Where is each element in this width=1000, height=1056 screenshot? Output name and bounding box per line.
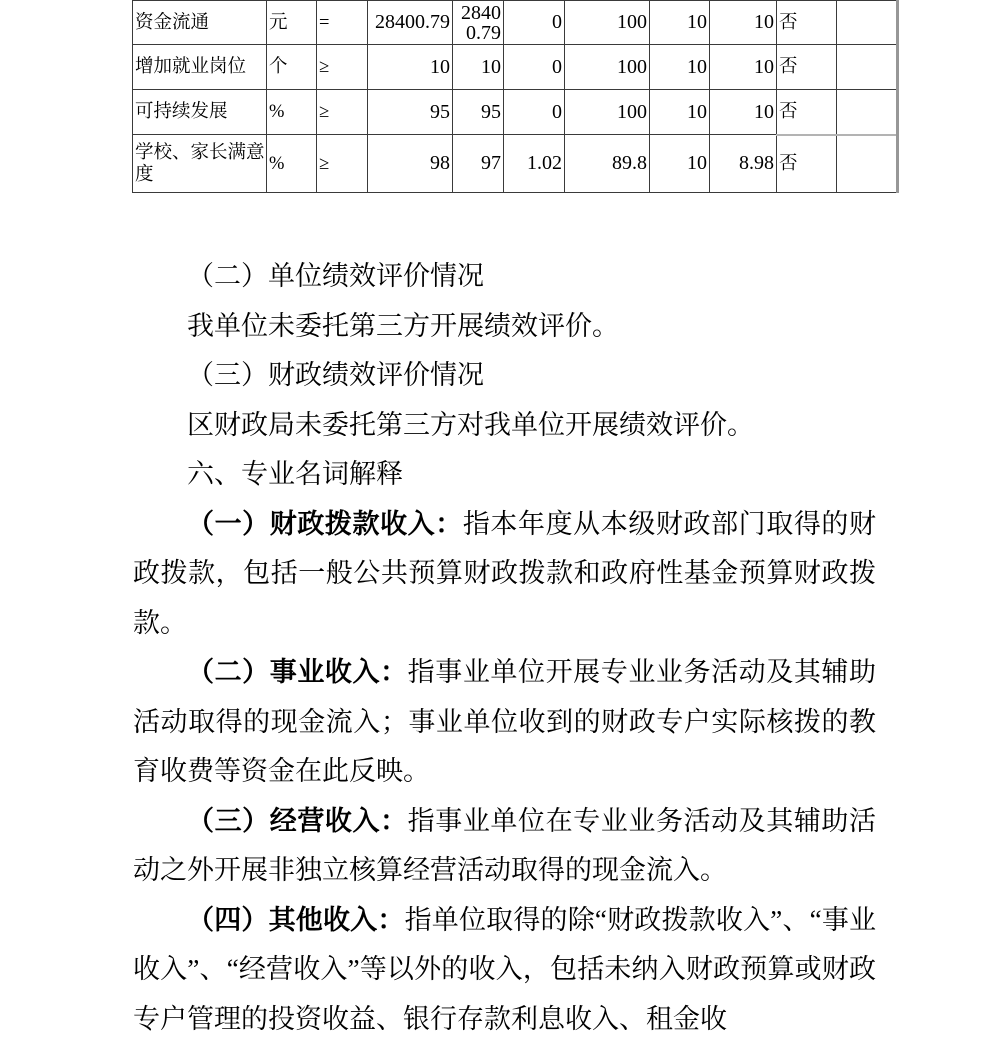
- cell-score: 10: [710, 90, 777, 135]
- cell-weight: 10: [650, 135, 710, 193]
- subsection-heading-fiscal-evaluation: （三）财政绩效评价情况: [187, 360, 484, 390]
- paragraph-fiscal-evaluation: 区财政局未委托第三方对我单位开展绩效评价。: [187, 409, 754, 440]
- cell-extra: [837, 135, 898, 193]
- section-heading-terminology: 六、专业名词解释: [187, 459, 403, 489]
- subsection-heading-unit-evaluation: （二）单位绩效评价情况: [187, 261, 484, 291]
- term-lead: （三）经营收入：: [187, 805, 408, 836]
- performance-indicator-table: [132, 0, 899, 193]
- indicator-row: [133, 135, 898, 193]
- cell-deviation: 0: [504, 90, 565, 135]
- cell-actual-value: 95: [453, 90, 504, 135]
- cell-completion-rate: 100: [565, 90, 650, 135]
- cell-indicator-name: 增加就业岗位: [133, 45, 267, 90]
- cell-operator: ≥: [317, 135, 368, 193]
- term-paragraph-institution-income: [133, 648, 876, 797]
- term-definition: 指单位取得的除“财政拨款收入”、“事业收入”、“经营收入”等以外的收入，包括未纳入财政预算或财政专户管理的投资收益、银行存款利息收入、租金收: [133, 904, 877, 1034]
- cell-flag: 否: [777, 90, 837, 135]
- cell-unit: %: [267, 90, 317, 135]
- cell-operator: =: [317, 1, 368, 45]
- cell-operator: ≥: [317, 45, 368, 90]
- cell-weight: 10: [650, 1, 710, 45]
- cell-indicator-name: 资金流通: [133, 1, 267, 45]
- cell-actual-value: 97: [453, 135, 504, 193]
- cell-score: 8.98: [710, 135, 777, 193]
- cell-target-value: 10: [368, 45, 453, 90]
- cell-extra: [837, 90, 898, 135]
- cell-score: 10: [710, 1, 777, 45]
- cell-weight: 10: [650, 90, 710, 135]
- cell-deviation: 0: [504, 1, 565, 45]
- term-lead: （四）其他收入：: [187, 904, 405, 935]
- paragraph-unit-evaluation: 我单位未委托第三方开展绩效评价。: [187, 310, 619, 341]
- cell-operator: ≥: [317, 90, 368, 135]
- term-lead: （二）事业收入：: [187, 657, 408, 687]
- cell-target-value: 98: [368, 135, 453, 193]
- cell-actual-value: 28400.79: [453, 1, 504, 45]
- cell-completion-rate: 100: [565, 1, 650, 45]
- cell-actual-value: 10: [453, 45, 504, 90]
- term-definition: 指本年度从本级财政部门取得的财政拨款，包括一般公共预算财政拨款和政府性基金预算财政拨款。: [133, 508, 877, 638]
- cell-completion-rate: 100: [565, 45, 650, 90]
- cell-score: 10: [710, 45, 777, 90]
- cell-indicator-name: 可持续发展: [133, 90, 267, 135]
- cell-completion-rate: 89.8: [565, 135, 650, 193]
- term-paragraph-operating-income: [133, 797, 876, 896]
- cell-deviation: 1.02: [504, 135, 565, 193]
- indicator-row: [133, 45, 898, 90]
- cell-deviation: 0: [504, 45, 565, 90]
- cell-flag: 否: [777, 45, 837, 90]
- cell-unit: 元: [267, 1, 317, 45]
- term-definition: 指事业单位在专业业务活动及其辅助活动之外开展非独立核算经营活动取得的现金流入。: [133, 805, 877, 885]
- term-lead: （一）财政拨款收入：: [187, 508, 463, 539]
- document-body: [133, 252, 876, 1044]
- indicator-row: [133, 1, 898, 45]
- term-paragraph-fiscal-appropriation-income: [133, 500, 876, 649]
- indicator-row: [133, 90, 898, 135]
- cell-target-value: 95: [368, 90, 453, 135]
- cell-extra: [837, 45, 898, 90]
- cell-extra: [837, 1, 898, 45]
- term-definition: 指事业单位开展专业业务活动及其辅助活动取得的现金流入；事业单位收到的财政专户实际核拨的教育收费等资金在此反映。: [133, 657, 877, 786]
- cell-flag: 否: [777, 1, 837, 45]
- cell-unit: %: [267, 135, 317, 193]
- cell-unit: 个: [267, 45, 317, 90]
- cell-flag: 否: [777, 135, 837, 193]
- cell-weight: 10: [650, 45, 710, 90]
- term-paragraph-other-income: [133, 896, 876, 1045]
- cell-indicator-name: 学校、家长满意度: [133, 135, 267, 193]
- cell-target-value: 28400.79: [368, 1, 453, 45]
